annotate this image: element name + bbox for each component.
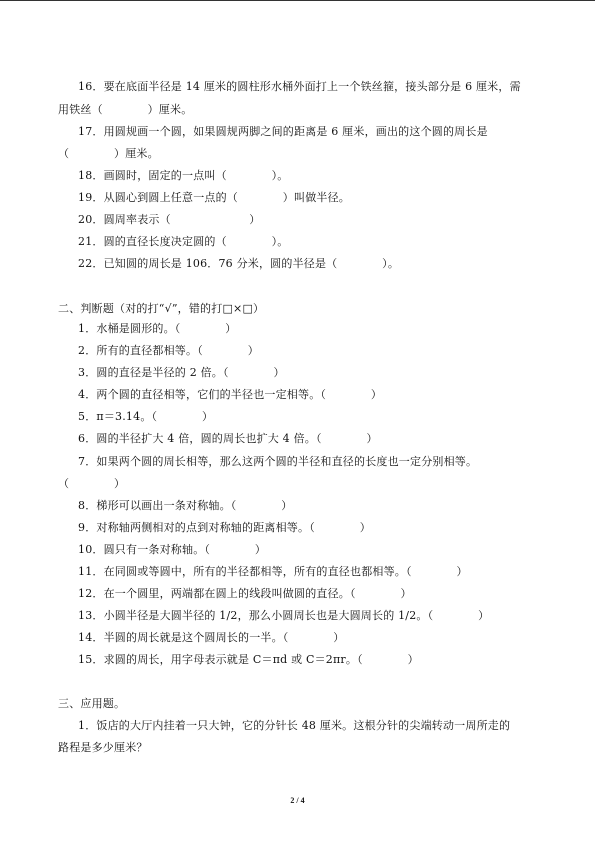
judge-item-3: 3．圆的直径是半径的 2 倍。（ ） <box>78 366 285 379</box>
question-17-line-1: 17．用圆规画一个圆，如果圆规两脚之间的距离是 6 厘米，画出的这个圆的周长是 <box>78 125 488 138</box>
judge-item-4: 4．两个圆的直径相等，它们的半径也一定相等。（ ） <box>78 388 383 401</box>
question-20: 20．圆周率表示（ ） <box>78 213 261 226</box>
judge-item-12: 12．在一个圆里，两端都在圆上的线段叫做圆的直径。（ ） <box>78 587 412 600</box>
question-19: 19．从圆心到圆上任意一点的（ ）叫做半径。 <box>78 191 350 204</box>
question-21: 21．圆的直径长度决定圆的（ ）。 <box>78 235 289 248</box>
judge-item-11: 11．在同圆或等圆中，所有的半径都相等，所有的直径也都相等。（ ） <box>78 565 468 578</box>
question-16-line-1: 16．要在底面半径是 14 厘米的圆柱形水桶外面打上一个铁丝箍，接头部分是 6 厘米，需 <box>78 80 521 93</box>
judge-item-5: 5．π＝3.14。（ ） <box>78 410 214 423</box>
question-17-line-2: （ ）厘米。 <box>58 147 159 160</box>
apply-question-1-line-1: 1．饭店的大厅内挂着一只大钟，它的分针长 48 厘米。这根分针的尖端转动一周所走的 <box>78 719 511 732</box>
judge-item-8: 8．梯形可以画出一条对称轴。（ ） <box>78 499 293 512</box>
judge-item-7-answer: （ ） <box>58 477 126 490</box>
judge-item-13: 13．小圆半径是大圆半径的 1/2，那么小圆周长也是大圆周长的 1/2。（ ） <box>78 609 490 622</box>
question-22: 22．已知圆的周长是 106．76 分米，圆的半径是（ ）。 <box>78 257 400 270</box>
judge-item-15: 15．求圆的周长，用字母表示就是 C＝πd 或 C＝2πr。（ ） <box>78 653 419 666</box>
apply-section-heading: 三、应用题。 <box>58 697 126 710</box>
question-16-line-2: 用铁丝（ ）厘米。 <box>58 103 193 116</box>
judge-section-heading: 二、判断题（对的打“√”，错的打□×□） <box>58 302 265 315</box>
judge-item-2: 2．所有的直径都相等。（ ） <box>78 344 259 357</box>
judge-item-7: 7．如果两个圆的周长相等，那么这两个圆的半径和直径的长度也一定分别相等。 <box>78 455 478 468</box>
judge-item-10: 10．圆只有一条对称轴。（ ） <box>78 543 267 556</box>
judge-item-14: 14．半圆的周长就是这个圆周长的一半。（ ） <box>78 631 345 644</box>
question-18: 18．画圆时，固定的一点叫（ ）。 <box>78 169 289 182</box>
page-number: 2 / 4 <box>290 796 305 805</box>
judge-item-1: 1．水桶是圆形的。（ ） <box>78 322 237 335</box>
judge-item-6: 6．圆的半径扩大 4 倍，圆的周长也扩大 4 倍。（ ） <box>78 432 378 445</box>
judge-item-9: 9．对称轴两侧相对的点到对称轴的距离相等。（ ） <box>78 521 371 534</box>
apply-question-1-line-2: 路程是多少厘米？ <box>58 741 148 754</box>
